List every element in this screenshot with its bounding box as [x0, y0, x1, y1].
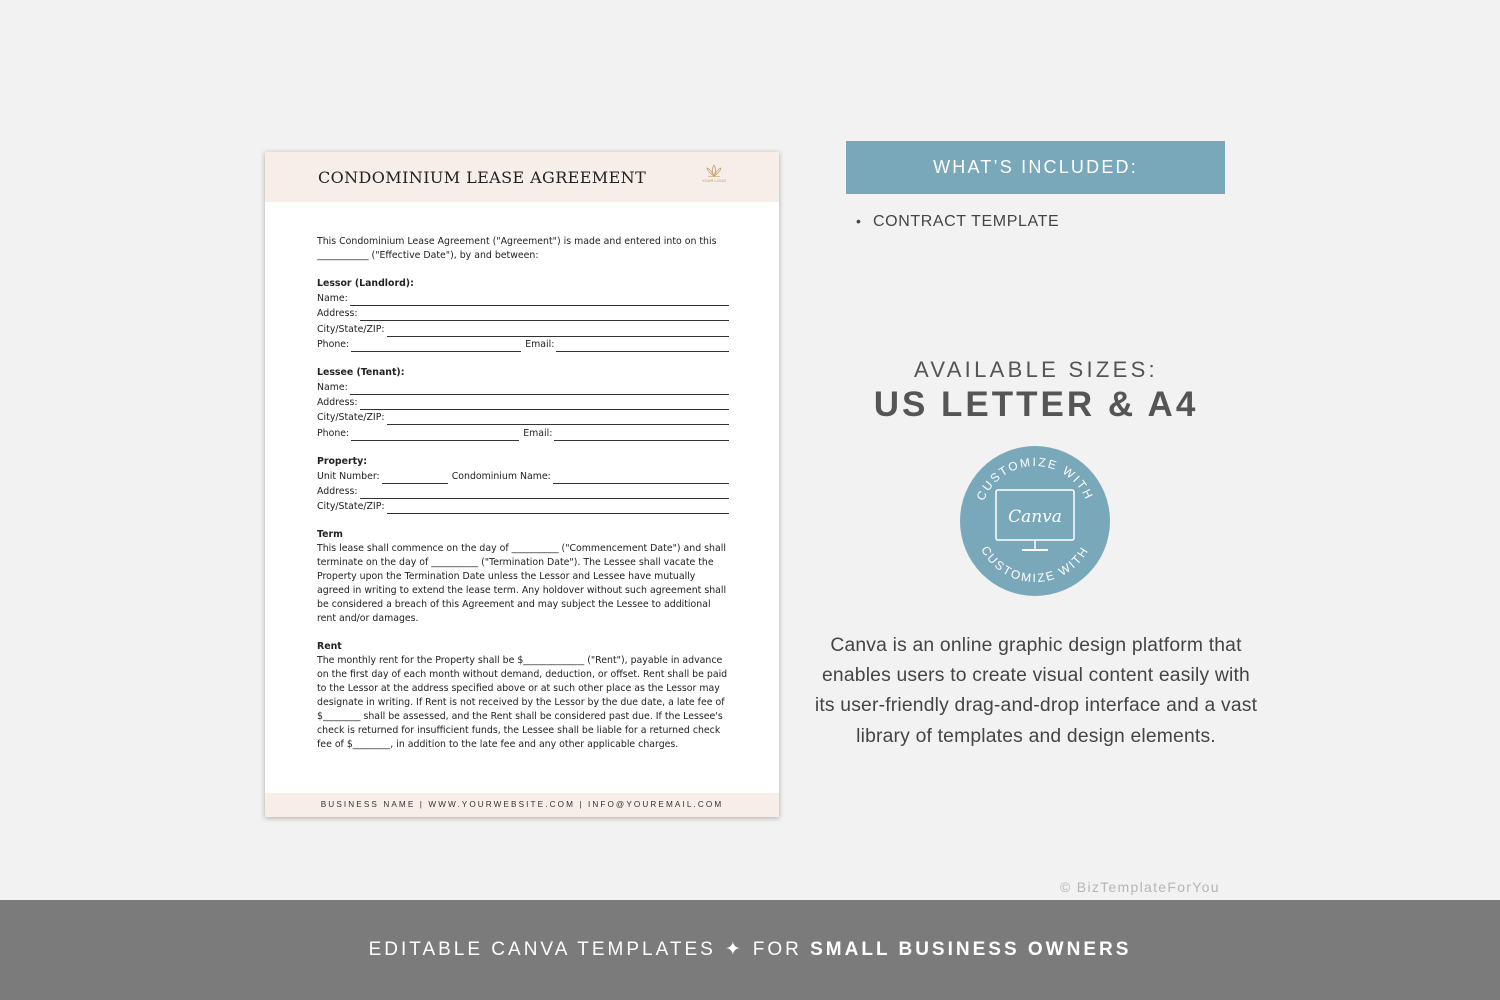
- document-header: [265, 152, 779, 202]
- term-line: rent and/or damages.: [317, 613, 419, 625]
- term-line: This lease shall commence on the day of __________ ("Commencement Date") and shall: [317, 543, 726, 555]
- canva-description: Canva is an online graphic design platform that enables users to create visual content easily with its user-friendly drag-and-drop interface and a vast library of templates and design elements.: [814, 635, 1258, 747]
- document-footer: BUSINESS NAME | WWW.YOURWEBSITE.COM | INFO@YOUREMAIL.COM: [265, 793, 779, 817]
- lessee-address-field: Address:: [317, 395, 729, 410]
- list-item: • CONTRACT TEMPLATE: [856, 210, 1059, 233]
- rent-line: to the Lessor at the address specified above or at such other place as the Lessor may: [317, 683, 720, 695]
- bullet-icon: •: [856, 213, 862, 229]
- term-line: be considered a breach of this Agreement and may subject the Lessee to additional: [317, 599, 711, 611]
- lessor-contact-field: Phone: Email:: [317, 337, 729, 352]
- rent-line: on the first day of each month without demand, deduction, or offset. Rent shall be paid: [317, 669, 728, 681]
- property-city-field: City/State/ZIP:: [317, 499, 729, 514]
- rent-line: designate in writing. If Rent is not received by the Lessor by the due date, a late fee of: [317, 697, 725, 709]
- badge-bottom-text: CUSTOMIZE WITH: [978, 543, 1092, 586]
- included-list: [856, 210, 1059, 233]
- lessee-heading: Lessee (Tenant):: [317, 366, 405, 378]
- lessee-city-field: City/State/ZIP:: [317, 410, 729, 425]
- lessee-name-field: Name:: [317, 380, 729, 395]
- rent-line: $________ shall be assessed, and the Rent shall be considered past due. If the Lessee's: [317, 711, 723, 723]
- lotus-icon: [705, 164, 723, 178]
- lessee-contact-field: Phone: Email:: [317, 425, 729, 440]
- term-line: agreed in writing to extend the lease term. Any holdover without such agreement shall: [317, 585, 727, 597]
- logo-text: YOUR LOGO: [701, 178, 727, 183]
- copyright-credit: © BizTemplateForYou: [1060, 879, 1220, 895]
- sparkle-icon: ✦: [724, 939, 744, 960]
- rent-line: check is returned for insufficient funds, the Lessee shall be liable for a returned check: [317, 725, 721, 737]
- banner-text-audience: SMALL BUSINESS OWNERS: [810, 939, 1132, 960]
- lessor-heading: Lessor (Landlord):: [317, 278, 414, 289]
- document-body: [317, 235, 729, 752]
- logo: [701, 164, 727, 183]
- property-address-field: Address:: [317, 484, 729, 499]
- lessor-address-field: Address:: [317, 306, 729, 321]
- customize-with-canva-badge: [960, 446, 1110, 596]
- rent-line: fee of $________, in addition to the late fee and any other applicable charges.: [317, 739, 679, 751]
- term-heading: Term: [317, 529, 343, 541]
- canva-brand-text: Canva: [1008, 507, 1062, 527]
- intro-line: ___________ ("Effective Date"), by and between:: [317, 250, 539, 261]
- bottom-banner: [0, 900, 1500, 1000]
- lessor-city-field: City/State/ZIP:: [317, 321, 729, 336]
- document-page: [265, 152, 779, 817]
- rent-line: The monthly rent for the Property shall be $_____________ ("Rent"), payable in advance: [317, 655, 723, 667]
- document-title: CONDOMINIUM LEASE AGREEMENT: [318, 168, 647, 187]
- banner-text-for: FOR: [752, 939, 802, 960]
- sizes-label: AVAILABLE SIZES:: [914, 357, 1158, 382]
- badge-top-text: CUSTOMIZE WITH: [973, 454, 1097, 503]
- term-line: Property upon the Termination Date unless the Lessor and Lessee have mutually: [317, 571, 696, 583]
- lessor-name-field: Name:: [317, 291, 729, 306]
- term-line: terminate on the day of __________ ("Termination Date"). The Lessee shall vacate the: [317, 557, 714, 569]
- banner-text-editable: EDITABLE CANVA TEMPLATES: [368, 939, 716, 960]
- rent-heading: Rent: [317, 641, 342, 653]
- whats-included-heading: WHAT’S INCLUDED:: [846, 141, 1225, 194]
- property-heading: Property:: [317, 455, 367, 467]
- property-unit-field: Unit Number: Condominium Name:: [317, 469, 729, 484]
- intro-line: This Condominium Lease Agreement ("Agreement") is made and entered into on this: [317, 236, 717, 247]
- sizes-value: US LETTER & A4: [873, 385, 1199, 424]
